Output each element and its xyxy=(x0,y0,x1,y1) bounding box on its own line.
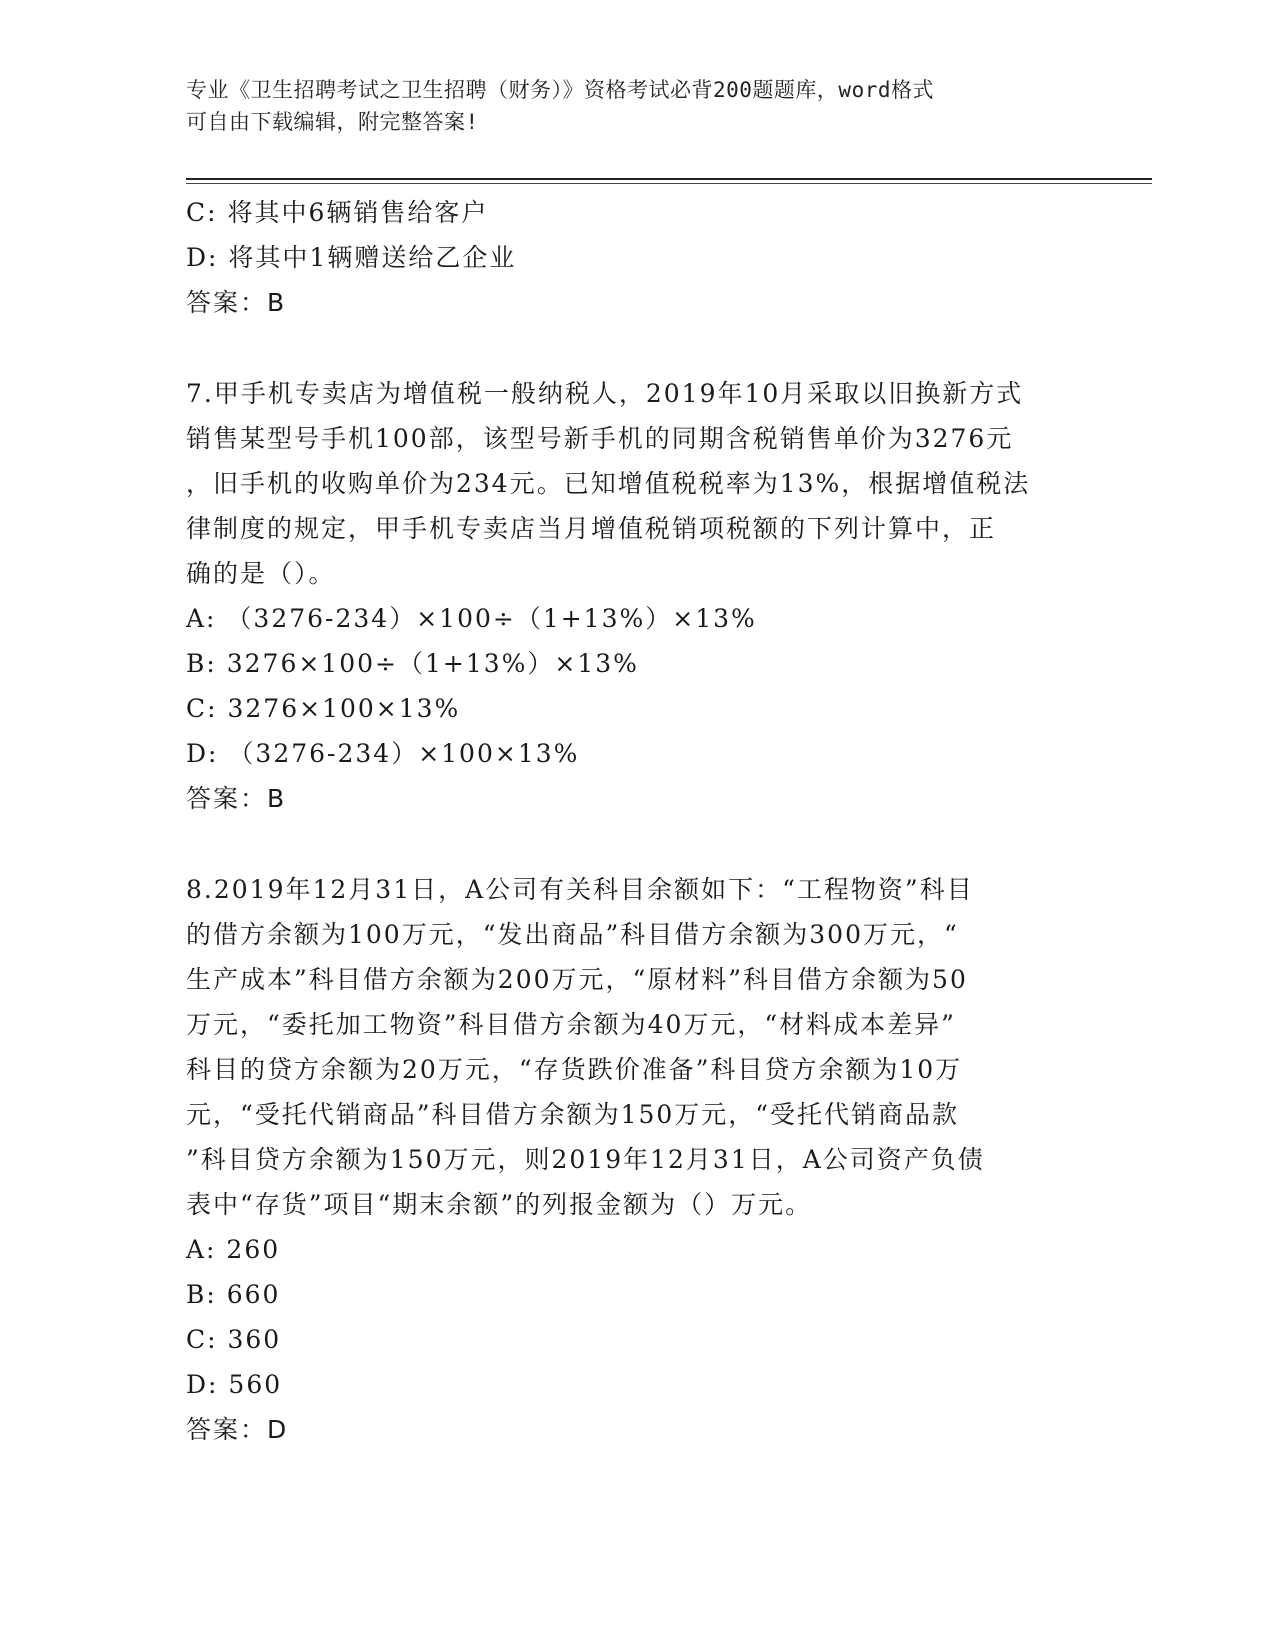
option-a: A: 260 xyxy=(186,1235,281,1264)
header-divider-thick xyxy=(186,178,1152,180)
question-6-tail xyxy=(186,190,1086,325)
question-stem-line: 表中“存货”项目“期末余额”的列报金额为（）万元。 xyxy=(186,1190,813,1219)
answer-line: 答案：B xyxy=(186,784,287,813)
question-stem-line: 7.甲手机专卖店为增值税一般纳税人，2019年10月采取以旧换新方式 xyxy=(186,379,1024,408)
option-b: B: 3276×100÷（1+13%）×13% xyxy=(186,649,639,678)
option-d: D: （3276-234）×100×13% xyxy=(186,739,580,768)
option-b: B: 660 xyxy=(186,1280,281,1309)
answer-line: 答案：D xyxy=(186,1415,289,1444)
answer-line: 答案：B xyxy=(186,288,287,317)
option-c: C: 3276×100×13% xyxy=(186,694,461,723)
option-c: C: 将其中6辆销售给客户 xyxy=(186,198,489,227)
header-title-line-2: 可自由下载编辑，附完整答案! xyxy=(186,110,479,134)
question-7 xyxy=(186,371,1086,821)
header-divider-thin xyxy=(186,183,1152,184)
option-d: D: 将其中1辆赠送给乙企业 xyxy=(186,243,517,272)
question-stem-line: 元，“受托代销商品”科目借方余额为150万元，“受托代销商品款 xyxy=(186,1100,960,1129)
question-stem-line: 的借方余额为100万元，“发出商品”科目借方余额为300万元，“ xyxy=(186,920,959,949)
header-title-line-1: 专业《卫生招聘考试之卫生招聘（财务）》资格考试必背200题题库，word格式 xyxy=(186,78,934,102)
option-d: D: 560 xyxy=(186,1370,283,1399)
question-content xyxy=(186,190,1086,1452)
question-stem-line: ，旧手机的收购单价为234元。已知增值税税率为13%，根据增值税法 xyxy=(186,469,1031,498)
spacer xyxy=(186,821,1086,867)
spacer xyxy=(186,325,1086,371)
option-c: C: 360 xyxy=(186,1325,282,1354)
question-8 xyxy=(186,867,1086,1452)
question-stem-line: 科目的贷方余额为20万元，“存货跌价准备”科目贷方余额为10万 xyxy=(186,1055,963,1084)
question-stem-line: 确的是（）。 xyxy=(186,559,336,588)
question-stem-line: 8.2019年12月31日，A公司有关科目余额如下：“工程物资”科目 xyxy=(186,875,974,904)
question-stem-line: 万元，“委托加工物资”科目借方余额为40万元，“材料成本差异” xyxy=(186,1010,956,1039)
option-a: A: （3276-234）×100÷（1+13%）×13% xyxy=(186,604,757,633)
page-header xyxy=(186,74,1066,138)
question-stem-line: 律制度的规定，甲手机专卖店当月增值税销项税额的下列计算中，正 xyxy=(186,514,997,543)
question-stem-line: ”科目贷方余额为150万元，则2019年12月31日，A公司资产负债 xyxy=(186,1145,985,1174)
question-stem-line: 生产成本”科目借方余额为200万元，“原材料”科目借方余额为50 xyxy=(186,965,968,994)
question-stem-line: 销售某型号手机100部，该型号新手机的同期含税销售单价为3276元 xyxy=(186,424,1014,453)
